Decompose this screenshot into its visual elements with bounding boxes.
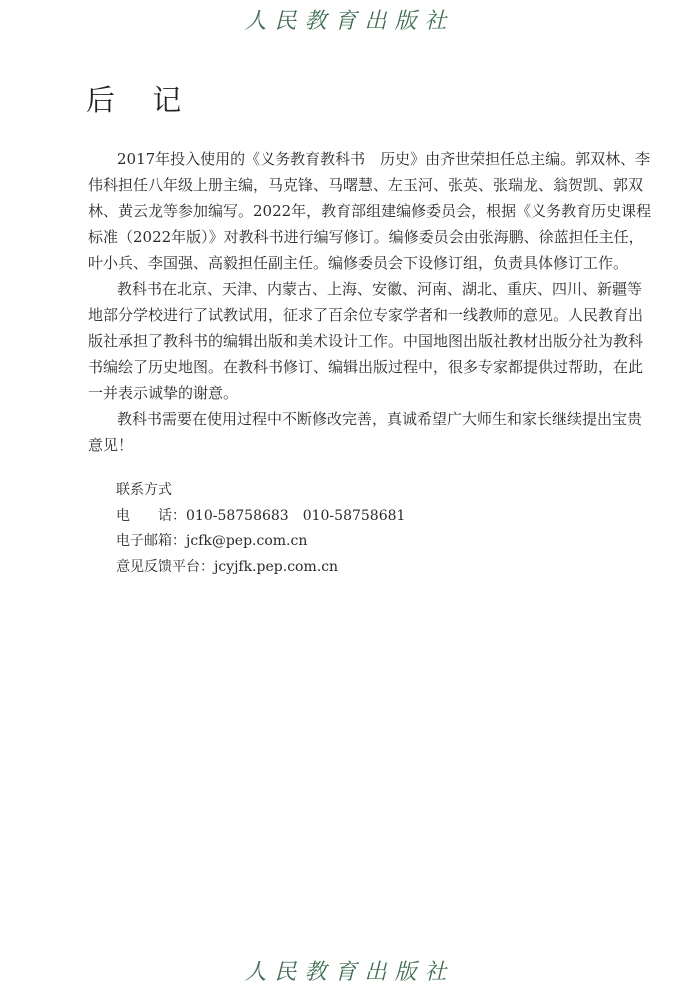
contact-feedback: 意见反馈平台：jcyjfk.pep.com.cn xyxy=(116,558,339,575)
publisher-logo-header: 人民教育出版社 xyxy=(244,9,455,34)
contact-info xyxy=(116,478,405,580)
contact-phone: 电 话：010-58758683 010-58758681 xyxy=(116,507,406,524)
paragraph-line: 教科书需要在使用过程中不断修改完善，真诚希望广大师生和家长继续提出宝贵 xyxy=(117,410,643,428)
paragraph-line: 版社承担了教科书的编辑出版和美术设计工作。中国地图出版社教材出版分社为教科 xyxy=(88,332,644,350)
contact-heading: 联系方式 xyxy=(116,482,172,498)
paragraph-line: 标准（2022年版）》对教科书进行编写修订。编修委员会由张海鹏、徐蓝担任主任， xyxy=(88,228,644,246)
paragraph-line: 书编绘了历史地图。在教科书修订、编辑出版过程中，很多专家都提供过帮助，在此 xyxy=(88,358,644,376)
afterword-body xyxy=(88,146,652,458)
paragraph-line: 地部分学校进行了试教试用，征求了百余位专家学者和一线教师的意见。人民教育出 xyxy=(88,306,644,324)
paragraph-line: 伟科担任八年级上册主编，马克锋、马曙慧、左玉河、张英、张瑞龙、翁贺凯、郭双 xyxy=(88,176,644,194)
page-title: 后 记 xyxy=(86,83,196,117)
paragraph-line: 意见！ xyxy=(88,436,134,454)
publisher-logo-footer: 人民教育出版社 xyxy=(244,960,455,985)
paragraph-line: 教科书在北京、天津、内蒙古、上海、安徽、河南、湖北、重庆、四川、新疆等 xyxy=(117,280,643,298)
contact-email: 电子邮箱：jcfk@pep.com.cn xyxy=(116,533,308,549)
paragraph-line: 2017年投入使用的《义务教育教科书 历史》由齐世荣担任总主编。郭双林、李 xyxy=(117,150,651,168)
paragraph-line: 林、黄云龙等参加编写。2022年，教育部组建编修委员会，根据《义务教育历史课程 xyxy=(88,202,652,220)
paragraph-line: 一并表示诚挚的谢意。 xyxy=(88,384,239,402)
paragraph-line: 叶小兵、李国强、高毅担任副主任。编修委员会下设修订组，负责具体修订工作。 xyxy=(88,254,629,272)
